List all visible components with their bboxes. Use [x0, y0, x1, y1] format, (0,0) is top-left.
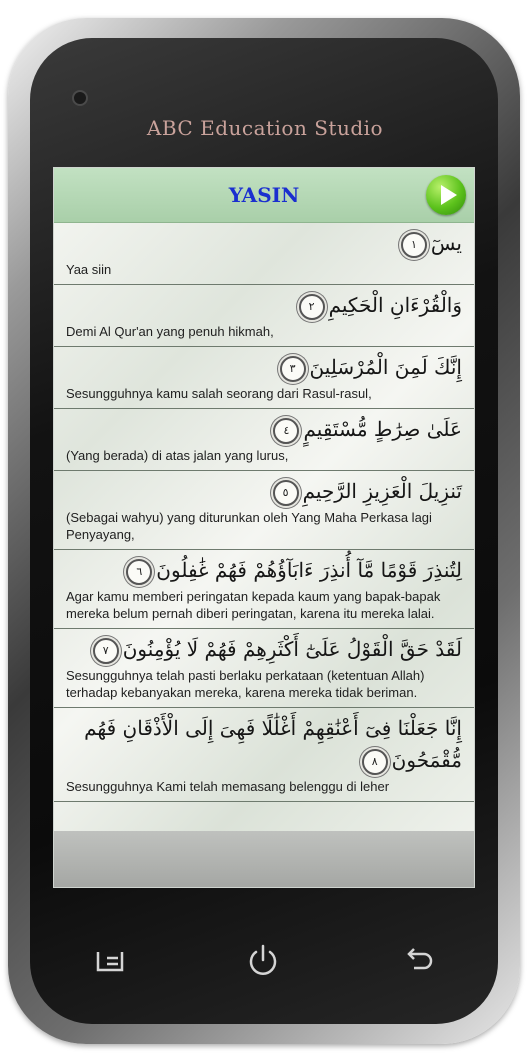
ayah-number-badge: ٨	[362, 749, 388, 775]
translation-text: (Yang berada) di atas jalan yang lurus,	[66, 448, 289, 463]
app-header	[54, 168, 474, 223]
translation-text: (Sebagai wahyu) yang diturunkan oleh Yang Maha Perkasa lagi Penyayang,	[66, 510, 432, 542]
verse-item[interactable]	[54, 285, 474, 347]
translation-text: Agar kamu memberi peringatan kepada kaum yang bapak-bapak mereka belum pernah diberi peringatan, karena itu mereka lalai.	[66, 589, 441, 621]
play-icon	[441, 185, 457, 205]
verse-item[interactable]	[54, 629, 474, 708]
arabic-text: عَلَىٰ صِرَٰطٍ مُّسْتَقِيمٍ٤	[66, 413, 462, 445]
verse-item[interactable]	[54, 550, 474, 629]
verse-list[interactable]	[54, 223, 474, 831]
play-button[interactable]	[426, 175, 466, 215]
arabic-text: إِنَّكَ لَمِنَ الْمُرْسَلِينَ٣	[66, 351, 462, 383]
verse-item[interactable]	[54, 347, 474, 409]
back-icon-glyph	[398, 940, 438, 980]
menu-icon[interactable]	[90, 940, 130, 980]
screen-footer-bar	[54, 831, 474, 887]
menu-icon-glyph	[90, 940, 130, 980]
arabic-text: وَالْقُرْءَانِ الْحَكِيمِ٢	[66, 289, 462, 321]
translation-text: Sesungguhnya Kami telah memasang belenggu di leher	[66, 779, 390, 794]
power-icon[interactable]	[243, 940, 283, 980]
ayah-number-badge: ١	[401, 232, 427, 258]
ayah-number-badge: ٧	[93, 638, 119, 664]
translation-text: Sesungguhnya telah pasti berlaku perkataan (ketentuan Allah) terhadap kebanyakan mereka, karena mereka tidak beriman.	[66, 668, 425, 700]
arabic-text: يسٓ١	[66, 227, 462, 259]
translation-text: Sesungguhnya kamu salah seorang dari Rasul-rasul,	[66, 386, 372, 401]
translation-text: Demi Al Qur'an yang penuh hikmah,	[66, 324, 274, 339]
translation-text: Yaa siin	[66, 262, 112, 277]
camera-icon	[72, 90, 88, 106]
page-title: YASIN	[228, 183, 300, 207]
arabic-text: لِتُنذِرَ قَوْمًا مَّآ أُنذِرَ ءَابَآؤُهُمْ فَهُمْ غَٰفِلُونَ٦	[66, 554, 462, 586]
back-icon[interactable]	[398, 940, 438, 980]
ayah-number-badge: ٥	[273, 480, 299, 506]
ayah-number-badge: ٢	[299, 294, 325, 320]
verse-item[interactable]	[54, 708, 474, 802]
verse-item[interactable]	[54, 471, 474, 550]
app-screen	[53, 167, 475, 888]
verse-item[interactable]	[54, 409, 474, 471]
ayah-number-badge: ٤	[273, 418, 299, 444]
arabic-text: لَقَدْ حَقَّ الْقَوْلُ عَلَىٰٓ أَكْثَرِهِمْ فَهُمْ لَا يُؤْمِنُونَ٧	[66, 633, 462, 665]
ayah-number-badge: ٦	[126, 559, 152, 585]
power-icon-glyph	[243, 940, 283, 980]
ayah-number-badge: ٣	[280, 356, 306, 382]
verse-item[interactable]	[54, 223, 474, 285]
arabic-text: تَنزِيلَ الْعَزِيزِ الرَّحِيمِ٥	[66, 475, 462, 507]
arabic-text: إِنَّا جَعَلْنَا فِىٓ أَعْنَٰقِهِمْ أَغْلَٰلًا فَهِىَ إِلَى الْأَذْقَانِ فَهُم مُّقْمَحُونَ٨	[66, 712, 462, 776]
brand-label: ABC Education Studio	[146, 116, 384, 140]
